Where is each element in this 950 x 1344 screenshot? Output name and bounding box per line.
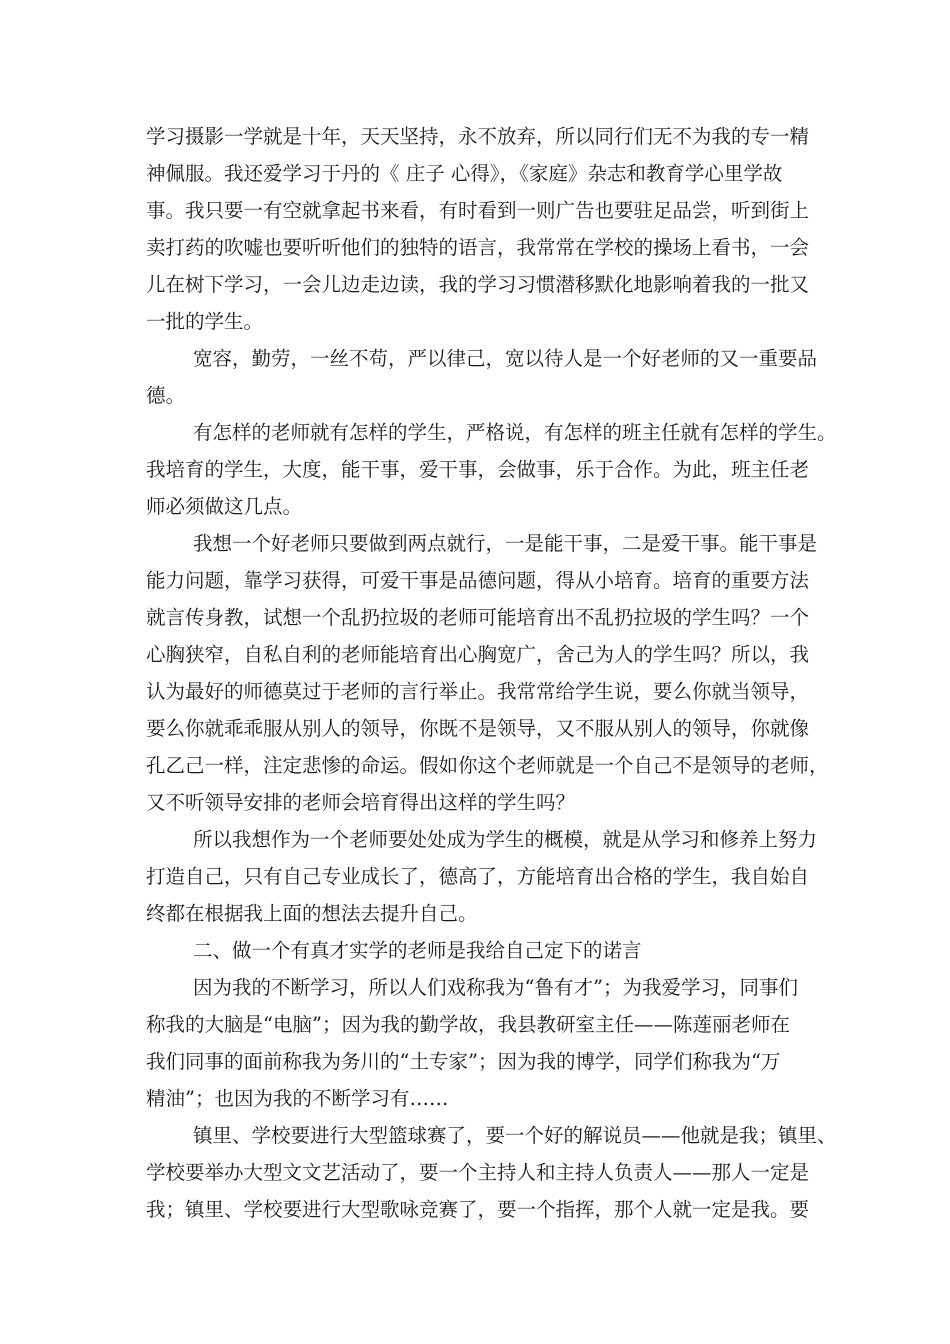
- text-line: 师必须做这几点。: [146, 495, 303, 518]
- text-line: 我培育的学生，大度，能干事，爱干事，会做事，乐于合作。为此，班主任老: [146, 458, 810, 481]
- text-line: 又不听领导安排的老师会培育得出这样的学生吗？: [146, 791, 576, 814]
- text-line: 德。: [146, 384, 186, 407]
- text-line: 我们同事的面前称我为务川的“土专家”；因为我的博学，同学们称我为“万: [146, 1050, 781, 1073]
- text-line: 认为最好的师德莫过于老师的言行举止。我常常给学生说，要么你就当领导，: [146, 680, 810, 703]
- text-line: 就言传身教，试想一个乱扔拉圾的老师可能培育出不乱扔拉圾的学生吗？一个: [146, 606, 810, 629]
- text-line: 学习摄影一学就是十年，天天坚持，永不放弃，所以同行们无不为我的专一精: [146, 125, 810, 148]
- text-line: 打造自己，只有自己专业成长了，德高了，方能培育出合格的学生，我自始自: [146, 865, 810, 888]
- text-line: 我想一个好老师只要做到两点就行，一是能干事，二是爱干事。能干事是: [193, 532, 818, 555]
- text-line: 镇里、学校要进行大型篮球赛了，要一个好的解说员——他就是我；镇里、: [193, 1124, 837, 1147]
- text-line: 神佩服。我还爱学习于丹的《 庄子 心得》，《家庭》杂志和教育学心里学故: [146, 162, 783, 185]
- text-line: 我；镇里、学校要进行大型歌咏竞赛了，要一个指挥，那个人就一定是我。要: [146, 1198, 810, 1221]
- text-line: 称我的大脑是“电脑”；因为我的勤学故，我县教研室主任——陈莲丽老师在: [146, 1013, 790, 1036]
- text-line: 终都在根据我上面的想法去提升自己。: [146, 902, 478, 925]
- text-line: 一批的学生。: [146, 310, 264, 333]
- text-line: 事。我只要一有空就拿起书来看，有时看到一则广告也要驻足品尝，听到街上: [146, 199, 810, 222]
- text-line: 孔乙己一样，注定悲惨的命运。假如你这个老师就是一个自己不是领导的老师，: [146, 754, 829, 777]
- text-line: 因为我的不断学习，所以人们戏称我为“鲁有才”；为我爱学习，同事们: [193, 976, 798, 999]
- text-line: 有怎样的老师就有怎样的学生，严格说，有怎样的班主任就有怎样的学生。: [193, 421, 837, 444]
- text-line: 心胸狭窄，自私自利的老师能培育出心胸宽广，舍己为人的学生吗？所以，我: [146, 643, 810, 666]
- text-line: 学校要举办大型文文艺活动了，要一个主持人和主持人负责人——那人一定是: [146, 1161, 810, 1184]
- text-line: 宽容，勤劳，一丝不苟，严以律己，宽以待人是一个好老师的又一重要品: [193, 347, 818, 370]
- text-line: 要么你就乖乖服从别人的领导，你既不是领导，又不服从别人的领导，你就像: [146, 717, 810, 740]
- text-line: 卖打药的吹嘘也要听听他们的独特的语言，我常常在学校的操场上看书，一会: [146, 236, 810, 259]
- text-line: 能力问题，靠学习获得，可爱干事是品德问题，得从小培育。培育的重要方法: [146, 569, 810, 592]
- text-line: 精油”；也因为我的不断学习有……: [146, 1087, 449, 1110]
- text-line: 所以我想作为一个老师要处处成为学生的概模，就是从学习和修养上努力: [193, 828, 818, 851]
- text-line: 儿在树下学习，一会儿边走边读，我的学习习惯潜移默化地影响着我的一批又: [146, 273, 810, 296]
- section-heading: 二、做一个有真才实学的老师是我给自己定下的诺言: [193, 939, 642, 962]
